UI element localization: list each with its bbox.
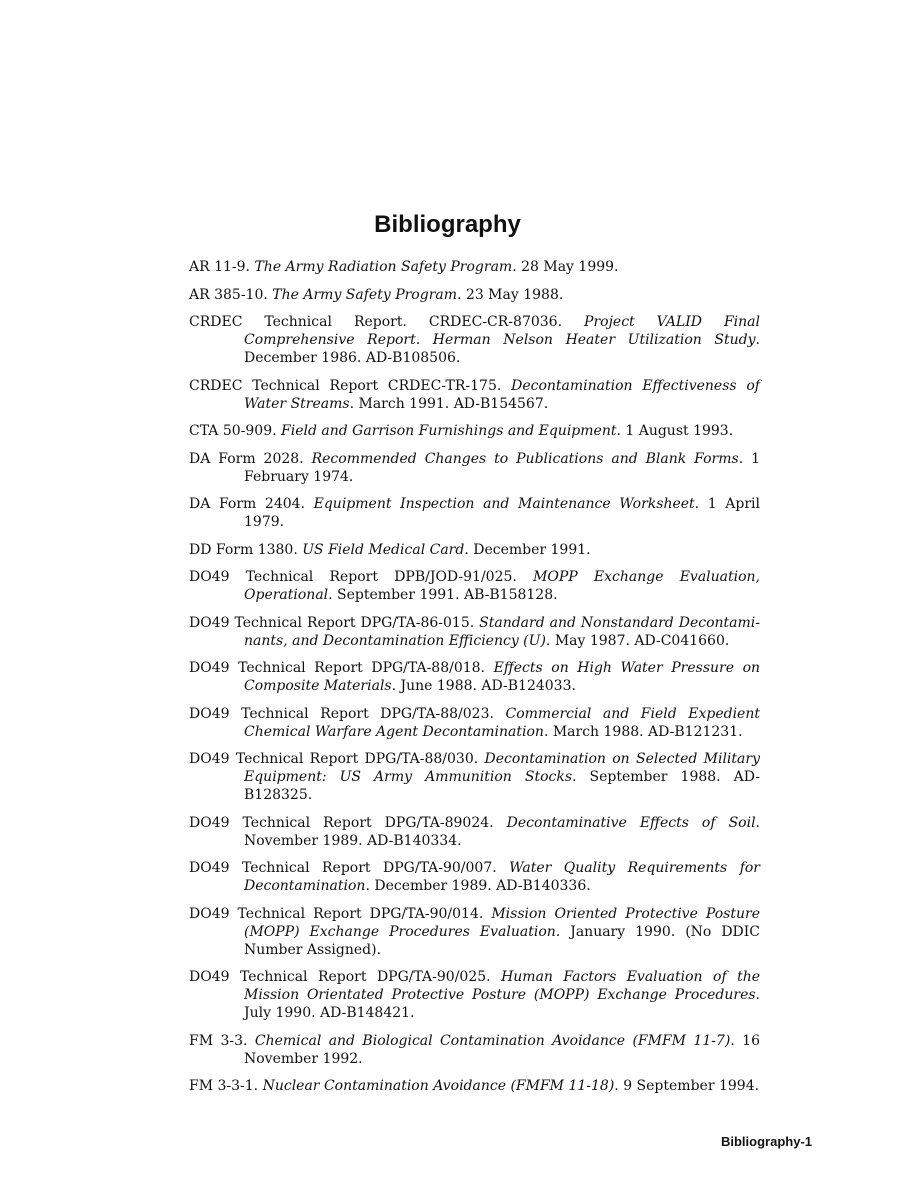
page-footer: Bibliography-1 (720, 1134, 812, 1149)
bibliography-entry: FM 3-3-1. Nuclear Contamination Avoidance (FMFM 11-18). 9 September 1994. (189, 1078, 760, 1094)
bibliography-entry: DO49 Technical Report DPG/TA-90/007. Water Quality Requirements for Decontamination. December 1989. AD-B140336. (189, 860, 760, 894)
bibliography-entry: DA Form 2028. Recommended Changes to Publications and Blank Forms. 1 February 1974. (189, 450, 760, 485)
bibliography-entry: DO49 Technical Report DPG/TA-89024. Decontaminative Effects of Soil. November 1989. AD-B140334. (189, 814, 760, 849)
bibliography-entry: FM 3-3. Chemical and Biological Contamination Avoidance (FMFM 11-7). 16 November 1992. (189, 1032, 760, 1067)
bibliography-entry: CRDEC Technical Report CRDEC-TR-175. Decontamination Effectiveness of Water Streams. March 1991. AD-B154567. (189, 377, 760, 412)
bibliography-entry: DD Form 1380. US Field Medical Card. December 1991. (189, 541, 591, 558)
bibliography-entry: DO49 Technical Report DPG/TA-88/023. Commercial and Field Expedient Chemical Warfare Agent Decontamination. March 1988. AD-B121231. (189, 705, 760, 740)
bibliography-list (189, 258, 760, 1105)
bibliography-entry: AR 11-9. The Army Radiation Safety Program. 28 May 1999. (189, 259, 619, 275)
bibliography-entry: DO49 Technical Report DPG/TA-90/025. Human Factors Evaluation of the Mission Orientated Protective Posture (MOPP) Exchange Procedures. July 1990. AD-B148421. (189, 969, 760, 1021)
bibliography-entry: AR 385-10. The Army Safety Program. 23 May 1988. (189, 286, 564, 303)
bibliography-entry: DA Form 2404. Equipment Inspection and Maintenance Worksheet. 1 April 1979. (189, 496, 760, 530)
bibliography-entry: DO49 Technical Report DPG/TA-88/018. Effects on High Water Pressure on Composite Materials. June 1988. AD-B124033. (189, 660, 761, 694)
bibliography-entry: CTA 50-909. Field and Garrison Furnishings and Equipment. 1 August 1993. (189, 423, 734, 439)
bibliography-entry: DO49 Technical Report DPG/TA-90/014. Mission Oriented Protective Posture (MOPP) Exchange Procedures Evaluation. January 1990. (No DDIC Number Assigned). (189, 905, 761, 958)
bibliography-entry: DO49 Technical Report DPG/TA-86-015. Standard and Nonstandard Decontami-nants, and Decontamination Efficiency (U). May 1987. AD-C041660. (189, 614, 760, 649)
page-title: Bibliography (374, 211, 521, 238)
bibliography-entry: DO49 Technical Report DPB/JOD-91/025. MOPP Exchange Evaluation, Operational. September 1991. AB-B158128. (189, 569, 761, 603)
bibliography-entry: DO49 Technical Report DPG/TA-88/030. Decontamination on Selected Military Equipment: US Army Ammunition Stocks. September 1988. AD-B128325. (189, 751, 760, 803)
bibliography-entry: CRDEC Technical Report. CRDEC-CR-87036. Project VALID Final Comprehensive Report. Herman Nelson Heater Utilization Study. December 1986. AD-B108506. (189, 314, 760, 366)
